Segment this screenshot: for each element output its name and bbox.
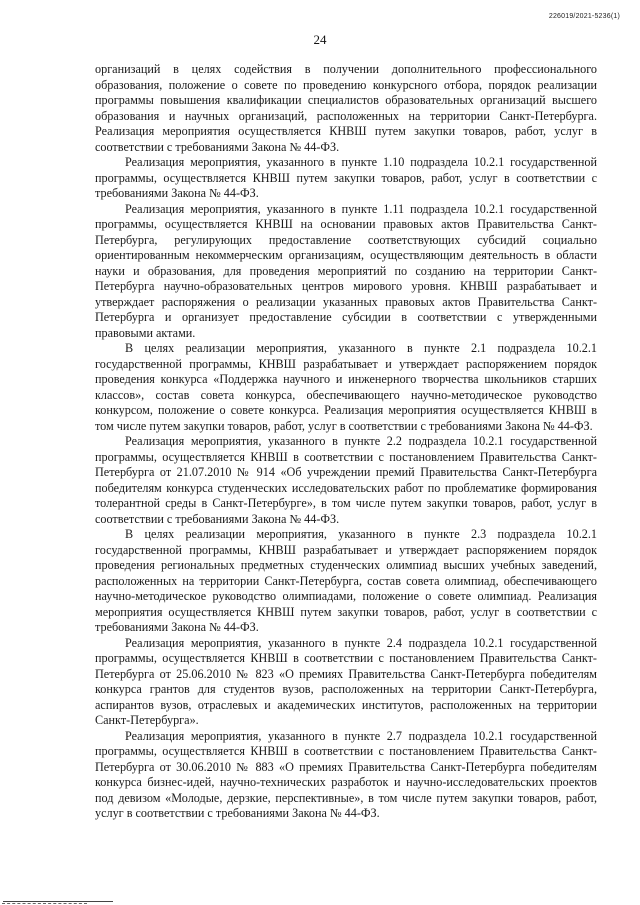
paragraph-item-2-3: В целях реализации мероприятия, указанного в пункте 2.3 подраздела 10.2.1 государственной программы, КНВШ разрабатывает и утверждает распоряжением порядок проведения региональных предметных студенческих олимпиад высших учебных заведений, расположенных на территории Санкт-Петербурга, состав совета олимпиад, обеспечивающего научно-методическое руководство олимпиадами, положение о совете олимпиад. Реализация мероприятия осуществляется КНВШ путем закупки товаров, работ, услуг в соответствии с требованиями Закона № 44-ФЗ. bbox=[95, 527, 597, 634]
paragraph-item-1-10: Реализация мероприятия, указанного в пункте 1.10 подраздела 10.2.1 государственной программы, осуществляется КНВШ путем закупки товаров, работ, услуг в соответствии с требованиями Закона № 44-ФЗ. bbox=[95, 155, 597, 200]
paragraph-item-2-2: Реализация мероприятия, указанного в пункте 2.2 подраздела 10.2.1 государственной программы, осуществляется КНВШ в соответствии с постановлением Правительства Санкт-Петербурга от 21.07.2010 № 914 «Об учреждении премий Правительства Санкт-Петербурга победителям конкурса студенческих исследовательских работ по проблематике формирования толерантной среды в Санкт-Петербурге», в том числе путем закупки товаров, работ, услуг в соответствии с требованиями Закона № 44-ФЗ. bbox=[95, 434, 597, 526]
page-number: 24 bbox=[313, 32, 327, 47]
scan-edge-line-dashed bbox=[2, 903, 87, 904]
paragraph-item-1-11: Реализация мероприятия, указанного в пункте 1.11 подраздела 10.2.1 государственной программы, осуществляется КНВШ на основании правовых актов Правительства Санкт-Петербурга, регулирующих предоставление соответствующих субсидий социально ориентированным некоммерческим организациям, осуществляющим деятельность в области науки и образования, для проведения мероприятий по созданию на территории Санкт-Петербурга научно-образовательных центров мирового уровня. КНВШ разрабатывает и утверждает распоряжения о реализации указанных правовых актов Правительства Санкт-Петербурга и организует предоставление субсидии в соответствии с утвержденными правовыми актами. bbox=[95, 201, 597, 340]
paragraph-item-2-4: Реализация мероприятия, указанного в пункте 2.4 подраздела 10.2.1 государственной программы, осуществляется КНВШ в соответствии с постановлением Правительства Санкт-Петербурга от 25.06.2010 № 823 «О премиях Правительства Санкт-Петербурга победителям конкурса грантов для студентов вузов, расположенных на территории Санкт-Петербурга, аспирантов вузов, отраслевых и академических институтов, расположенных на территории Санкт-Петербурга». bbox=[95, 635, 597, 727]
paragraph-item-2-7: Реализация мероприятия, указанного в пункте 2.7 подраздела 10.2.1 государственной программы, осуществляется КНВШ в соответствии с постановлением Правительства Санкт-Петербурга от 30.06.2010 № 883 «О премиях Правительства Санкт-Петербурга победителям конкурса бизнес-идей, научно-технических разработок и научно-исследовательских проектов под девизом «Молодые, дерзкие, перспективные», в том числе путем закупки товаров, работ, услуг в соответствии с требованиями Закона № 44-ФЗ. bbox=[95, 728, 597, 820]
paragraph-item-2-1: В целях реализации мероприятия, указанного в пункте 2.1 подраздела 10.2.1 государственной программы, КНВШ разрабатывает и утверждает распоряжением порядок проведения конкурса «Поддержка научного и инженерного творчества школьников старших классов», состав совета конкурса, обеспечивающего научно-методическое руководство конкурсом, положение о совете конкурса. Реализация мероприятия осуществляется КНВШ в том числе путем закупки товаров, работ, услуг в соответствии с требованиями Закона № 44-ФЗ. bbox=[95, 341, 597, 433]
document-body bbox=[95, 62, 597, 822]
paragraph-continuation: организаций в целях содействия в получении дополнительного профессионального образования, положение о совете по проведению конкурсного отбора, порядок реализации программы повышения квалификации специалистов образовательных организаций высшего образования и научных организаций, расположенных на территории Санкт-Петербурга. Реализация мероприятия осуществляется КНВШ путем закупки товаров, работ, услуг в соответствии с требованиями Закона № 44-ФЗ. bbox=[95, 62, 597, 154]
scan-edge-line bbox=[3, 901, 113, 902]
document-registration-code: 226019/2021-5236(1) bbox=[548, 13, 620, 20]
